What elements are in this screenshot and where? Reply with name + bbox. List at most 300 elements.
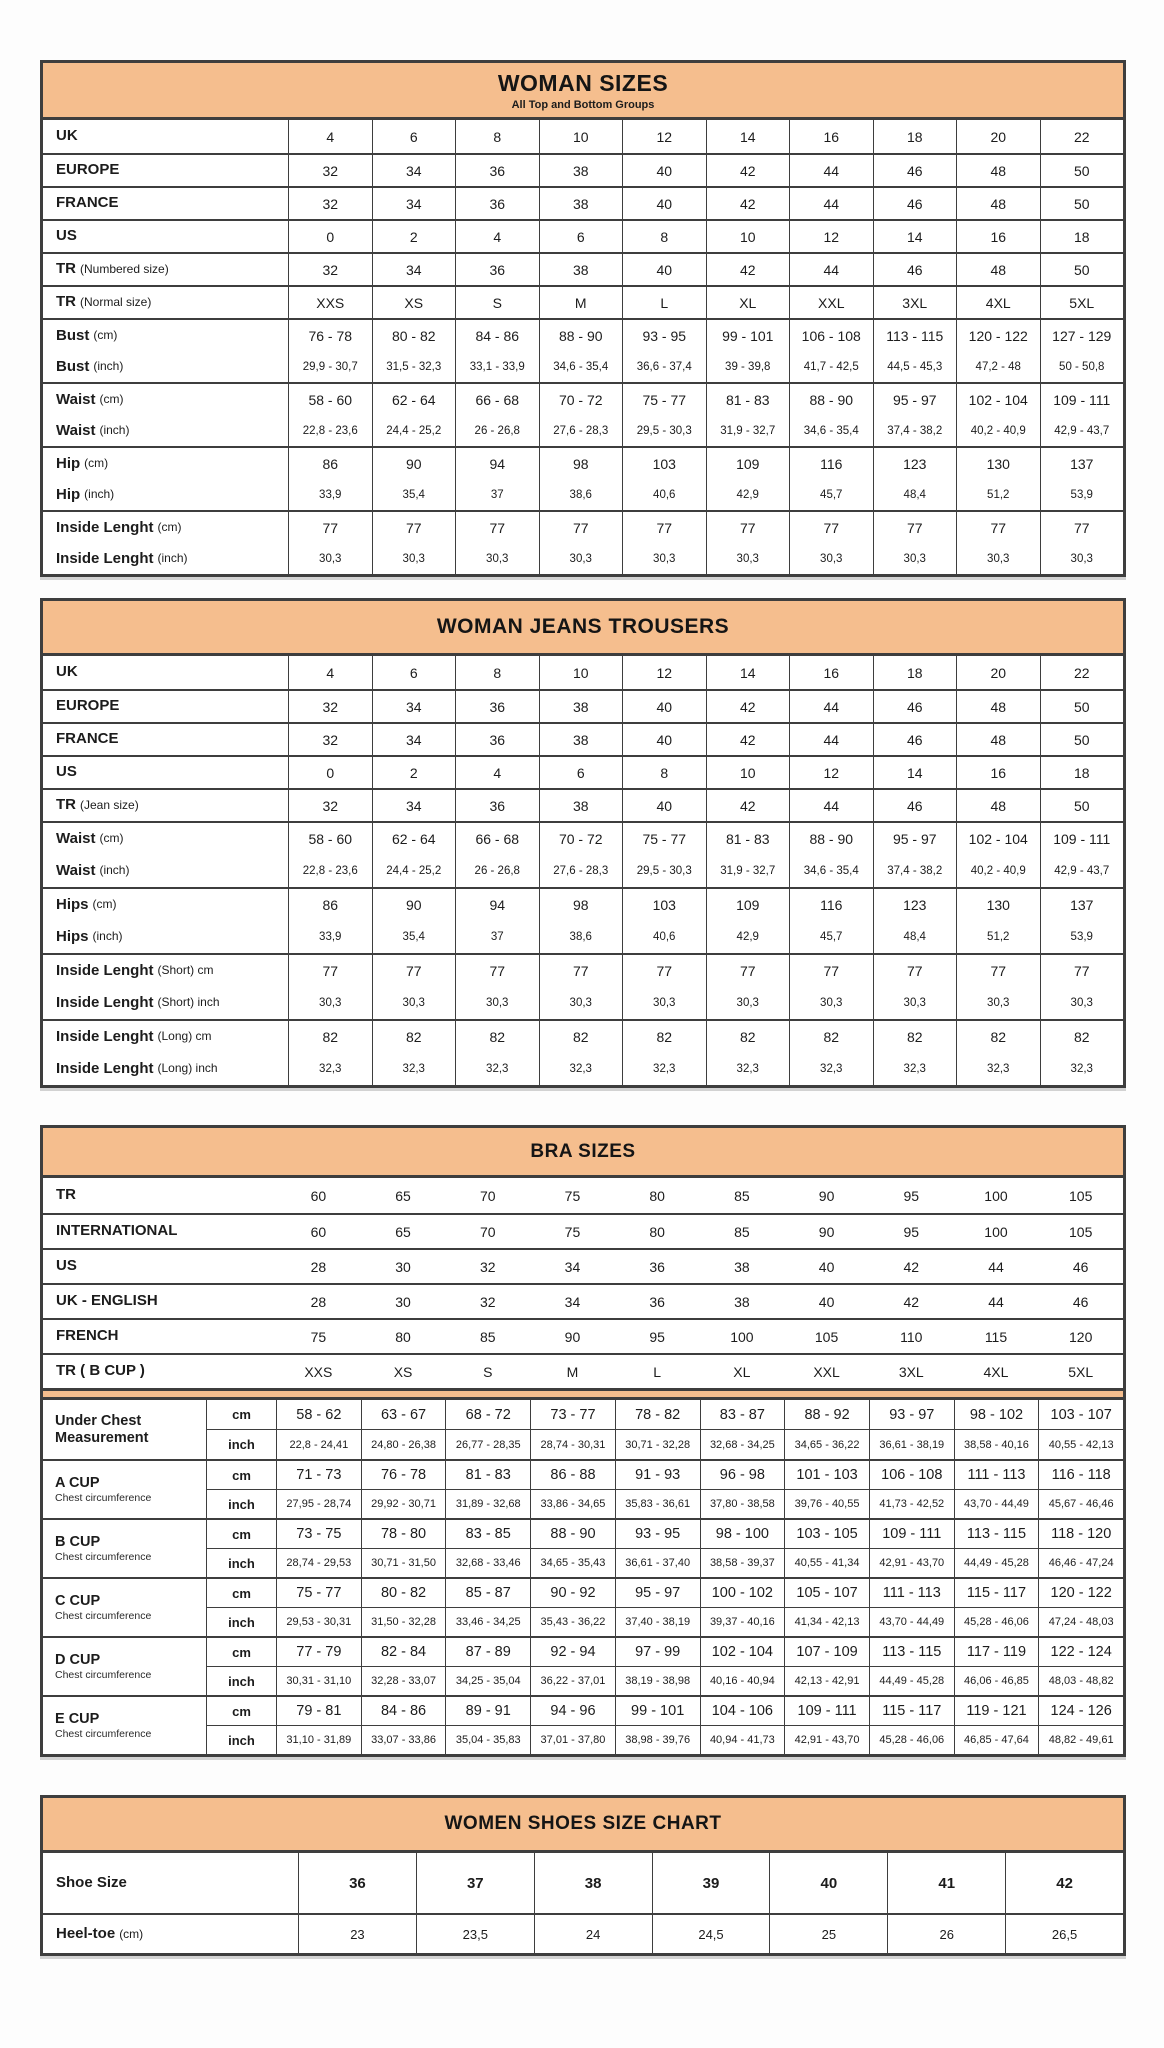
row-label-line (56, 1362, 276, 1380)
inch-value: 45,7 (820, 488, 843, 501)
row-label-line (56, 987, 288, 1019)
row-label (43, 287, 288, 318)
cell-value (789, 448, 873, 510)
table-title: WOMAN SIZES (497, 69, 669, 96)
cell-value: 36 (455, 155, 539, 186)
cell-value: 6 (372, 656, 456, 689)
cell-value: 115 - 117 (954, 1579, 1039, 1607)
table-header (43, 1798, 1123, 1853)
inch-row (206, 1429, 1123, 1459)
inch-value: 31,9 - 32,7 (720, 424, 776, 437)
table-row (43, 510, 1123, 574)
cell-value: 122 - 124 (1038, 1638, 1123, 1666)
unit-label: inch (206, 1490, 276, 1518)
unit-label: cm (206, 1400, 276, 1429)
table-row (43, 1853, 1123, 1913)
inch-value: 42,9 (736, 488, 759, 501)
group-values (206, 1579, 1123, 1636)
cell-value: 5XL (1040, 287, 1124, 318)
cell-value: 48 (956, 188, 1040, 219)
cell-value: 101 - 103 (784, 1461, 869, 1489)
cell-value (288, 1021, 372, 1085)
inch-value: 32,3 (569, 1063, 592, 1075)
row-label-text: Shoe Size (56, 1873, 127, 1891)
cm-value: 77 (572, 519, 589, 536)
cell-value (288, 955, 372, 1019)
table-row (43, 1019, 1123, 1085)
cm-value: 76 - 78 (308, 327, 353, 344)
table-row (43, 1283, 1123, 1318)
bra-size-table (40, 1125, 1126, 1757)
inch-value: 30,3 (1070, 552, 1093, 565)
table-row (43, 821, 1123, 887)
row-label-text: UK (56, 127, 78, 145)
inch-value: 30,3 (653, 997, 676, 1009)
cell-value: 32 (288, 790, 372, 821)
row-label (43, 448, 288, 510)
cm-value: 66 - 68 (475, 391, 520, 408)
cell-value: 63 - 67 (361, 1400, 446, 1429)
row-label-line (56, 697, 288, 715)
inch-value: 51,2 (987, 488, 1010, 501)
cell-value: 78 - 82 (615, 1400, 700, 1429)
inch-value: 32,3 (653, 1063, 676, 1075)
cell-value: 36 (455, 790, 539, 821)
row-label-line (56, 194, 288, 212)
cell-value: 40 (622, 691, 706, 722)
inch-value: 27,6 - 28,3 (553, 424, 609, 437)
cm-value: 66 - 68 (475, 831, 520, 847)
cell-value: 44 (789, 790, 873, 821)
row-label (43, 1215, 276, 1248)
cell-value (288, 512, 372, 574)
cell-value: 100 (730, 1328, 754, 1345)
row-label-text: C CUP (55, 1592, 101, 1609)
cell-value: 20 (956, 120, 1040, 153)
cell-value: 14 (706, 120, 790, 153)
cell-value: 42 (1005, 1853, 1123, 1913)
cm-value: 137 (1070, 455, 1094, 472)
cell-value: 104 - 106 (700, 1697, 785, 1725)
cell-value: 6 (372, 120, 456, 153)
cell-value (1040, 889, 1124, 953)
cell-value: 95 (903, 1187, 920, 1204)
row-label-text: TR (56, 1186, 76, 1204)
cell-value: 16 (956, 757, 1040, 788)
inch-value: 22,8 - 23,6 (302, 865, 358, 877)
cell-value (622, 889, 706, 953)
cell-value: 110 (900, 1328, 923, 1345)
cell-value: 32 (479, 1258, 496, 1275)
cell-value: 83 - 87 (700, 1400, 785, 1429)
row-label-text: EUROPE (56, 161, 120, 179)
cell-value: 113 - 115 (869, 1638, 954, 1666)
cm-value: 116 (820, 455, 843, 472)
cell-value (539, 448, 623, 510)
cell-value: 44 (988, 1293, 1004, 1310)
cell-value: 40 (769, 1853, 887, 1913)
cell-value: 34 (564, 1293, 581, 1310)
row-label (43, 656, 288, 689)
cell-value: 4 (455, 757, 539, 788)
cell-value: 37 (416, 1853, 534, 1913)
row-label-text: Waist (56, 421, 96, 439)
inch-value: 30,3 (402, 552, 425, 565)
cell-value: 32 (288, 724, 372, 755)
cell-value: 105 - 107 (784, 1579, 869, 1607)
cell-value: 38 (539, 691, 623, 722)
row-label-text: TR (56, 293, 76, 311)
cell-value: 26,77 - 28,35 (445, 1430, 530, 1459)
cell-value (622, 512, 706, 574)
cell-value: XXS (304, 1363, 333, 1380)
cell-value (1040, 955, 1124, 1019)
row-label-subtext: Chest circumference (55, 1728, 152, 1741)
cell-value: XL (706, 287, 790, 318)
cm-value: 82 (1073, 1029, 1090, 1045)
cell-value: 32,28 - 33,07 (361, 1667, 446, 1695)
cell-value: 79 - 81 (276, 1697, 361, 1725)
cell-value (873, 889, 957, 953)
inch-value: 51,2 (987, 931, 1010, 943)
cell-value: 4XL (956, 287, 1040, 318)
cell-value: 80 - 82 (361, 1579, 446, 1607)
cell-value (372, 889, 456, 953)
cell-value: M (566, 1363, 579, 1380)
cell-value: 10 (706, 221, 790, 252)
cell-value: 39,76 - 40,55 (784, 1490, 869, 1518)
cm-row (206, 1638, 1123, 1666)
cell-value: 84 - 86 (361, 1697, 446, 1725)
cell-value (288, 320, 372, 382)
row-label (43, 1638, 206, 1695)
inch-value: 30,3 (486, 552, 509, 565)
inch-value: 42,9 (736, 931, 759, 943)
cell-value: 46 (873, 188, 957, 219)
cell-value (288, 823, 372, 887)
cell-value: XL (733, 1363, 751, 1380)
cm-value: 109 (736, 897, 760, 913)
row-label (43, 1400, 206, 1459)
cell-value: 75 (564, 1223, 581, 1240)
inch-value: 40,2 - 40,9 (970, 865, 1026, 877)
cell-value: 30,71 - 32,28 (615, 1430, 700, 1459)
cm-value: 81 - 83 (725, 831, 770, 847)
cell-value: 42 (706, 254, 790, 285)
row-label-text: Waist (56, 830, 96, 848)
cm-value: 113 - 115 (886, 327, 944, 344)
cell-value: 18 (1040, 221, 1124, 252)
table-row (43, 1695, 1123, 1754)
cell-value: 42 (903, 1293, 920, 1310)
inch-value: 26 - 26,8 (474, 865, 520, 877)
cell-value: 48 (956, 790, 1040, 821)
row-label-line (56, 415, 288, 446)
cell-value: XS (372, 287, 456, 318)
cell-value (372, 1021, 456, 1085)
cell-value (956, 384, 1040, 446)
cm-value: 102 - 104 (968, 831, 1028, 847)
cell-value: 70 (479, 1187, 496, 1204)
inch-value: 22,8 - 23,6 (302, 424, 358, 437)
row-label (43, 823, 288, 887)
row-label (43, 1697, 206, 1754)
cell-value: 36 (455, 188, 539, 219)
cm-value: 84 - 86 (475, 327, 520, 344)
cell-value: 96 - 98 (700, 1461, 785, 1489)
cm-value: 82 (739, 1029, 756, 1045)
cm-value: 94 (489, 897, 506, 913)
cell-value: 34 (372, 188, 456, 219)
cell-value: 32,68 - 33,46 (445, 1549, 530, 1577)
cell-value: 24,80 - 26,38 (361, 1430, 446, 1459)
cell-value: 38 (539, 155, 623, 186)
cm-value: 77 (823, 519, 840, 536)
inch-value: 40,6 (653, 931, 676, 943)
cell-value: 50 (1040, 155, 1124, 186)
cell-value: 32 (288, 188, 372, 219)
unit-label: cm (206, 1461, 276, 1489)
cell-value: 36 (455, 691, 539, 722)
cm-value: 77 (823, 963, 840, 979)
row-label-text: Inside Lenght (56, 962, 154, 980)
cell-value: M (539, 287, 623, 318)
row-label (43, 691, 288, 722)
cell-value: 105 (1069, 1187, 1093, 1204)
cell-value: 6 (539, 221, 623, 252)
cell-value: 8 (455, 120, 539, 153)
cell-value: 102 - 104 (700, 1638, 785, 1666)
cell-value: 38 (734, 1293, 750, 1310)
row-label-text: Bust (56, 326, 90, 344)
cell-value: 43,70 - 44,49 (869, 1608, 954, 1636)
row-label-text: Inside Lenght (56, 518, 154, 536)
cell-value (873, 955, 957, 1019)
row-label (43, 254, 288, 285)
cell-value (288, 889, 372, 953)
cell-value: 37,40 - 38,19 (615, 1608, 700, 1636)
cell-value (539, 320, 623, 382)
cell-value (873, 823, 957, 887)
table-header (43, 63, 1123, 120)
cell-value: 12 (622, 120, 706, 153)
cell-value: 44 (988, 1258, 1004, 1275)
cell-value (455, 823, 539, 887)
table-title: BRA SIZES (530, 1140, 636, 1162)
cell-value: 30,31 - 31,10 (276, 1667, 361, 1695)
cell-value (956, 889, 1040, 953)
inch-value: 31,9 - 32,7 (720, 865, 776, 877)
row-label-note: (cm) (93, 327, 118, 342)
cell-value (1040, 320, 1124, 382)
inch-value: 32,3 (987, 1063, 1010, 1075)
cell-value: 4XL (983, 1363, 1009, 1380)
cell-value (789, 823, 873, 887)
inch-value: 30,3 (987, 552, 1010, 565)
inch-value: 32,3 (903, 1063, 926, 1075)
inch-value: 24,4 - 25,2 (386, 865, 442, 877)
cell-value: 83 - 85 (445, 1520, 530, 1548)
cm-value: 95 - 97 (892, 831, 937, 847)
inch-value: 30,3 (319, 552, 342, 565)
cell-value: 34,25 - 35,04 (445, 1667, 530, 1695)
cell-value: 38 (539, 188, 623, 219)
inch-value: 53,9 (1070, 931, 1093, 943)
cell-value: 23,5 (416, 1915, 534, 1953)
row-label (43, 1285, 276, 1318)
cm-value: 82 (572, 1029, 589, 1045)
cell-value: 28,74 - 29,53 (276, 1549, 361, 1577)
cell-value: 29,92 - 30,71 (361, 1490, 446, 1518)
cell-value (873, 320, 957, 382)
row-label-line (56, 260, 288, 278)
cm-value: 130 (986, 897, 1010, 913)
row-label-text: FRANCE (56, 194, 119, 212)
cell-value: 120 (1069, 1328, 1093, 1345)
row-label-line (56, 663, 288, 681)
row-label (43, 221, 288, 252)
inch-row (206, 1666, 1123, 1695)
row-label-line (56, 320, 288, 351)
cell-value: 50 (1040, 188, 1124, 219)
row-label (43, 757, 288, 788)
cell-value: 18 (873, 120, 957, 153)
cell-value: 42 (706, 790, 790, 821)
cell-value: 40 (818, 1293, 835, 1310)
cell-value: 44 (789, 188, 873, 219)
cell-value: L (653, 1363, 662, 1380)
cell-value: 28 (310, 1258, 327, 1275)
row-label-text: UK - ENGLISH (56, 1292, 158, 1310)
cell-value: 37,01 - 37,80 (530, 1726, 615, 1754)
cell-value: 0 (288, 221, 372, 252)
cell-value: 24,5 (652, 1915, 770, 1953)
cell-value: 78 - 80 (361, 1520, 446, 1548)
cm-value: 77 (990, 519, 1007, 536)
cell-value: 30 (395, 1258, 411, 1275)
row-label-text: D CUP (55, 1651, 101, 1668)
inch-value: 27,6 - 28,3 (553, 865, 609, 877)
table-row (43, 953, 1123, 1019)
cm-value: 95 - 97 (892, 391, 937, 408)
cm-value: 82 (906, 1029, 923, 1045)
cell-value: 31,50 - 32,28 (361, 1608, 446, 1636)
row-label (43, 1461, 206, 1518)
cell-value: 32 (288, 155, 372, 186)
jeans-size-table (40, 598, 1126, 1088)
inch-value: 34,6 - 35,4 (803, 424, 859, 437)
inch-value: 33,9 (319, 931, 342, 943)
cell-value: 88 - 92 (784, 1400, 869, 1429)
cell-value: 34 (564, 1258, 581, 1275)
cell-value (956, 448, 1040, 510)
row-label-line (56, 1925, 298, 1943)
row-label-line (56, 1874, 298, 1892)
inch-value: 33,9 (319, 488, 342, 501)
row-label-line (56, 384, 288, 415)
cm-value: 93 - 95 (642, 327, 687, 344)
cell-value (622, 320, 706, 382)
cell-value: 46,85 - 47,64 (954, 1726, 1039, 1754)
cell-value: 36 (649, 1293, 665, 1310)
cm-value: 81 - 83 (725, 391, 770, 408)
cm-value: 77 (906, 963, 923, 979)
cell-value: 28 (310, 1293, 327, 1310)
cell-value: 105 (814, 1328, 839, 1345)
row-label-line (56, 796, 288, 814)
cell-value: 30,71 - 31,50 (361, 1549, 446, 1577)
inch-value: 37 (490, 931, 504, 943)
cell-value: 22 (1040, 656, 1124, 689)
row-label (43, 724, 288, 755)
cell-value: 115 (984, 1328, 1008, 1345)
cm-value: 77 (906, 519, 923, 536)
cm-value: 90 (405, 897, 422, 913)
table-row (43, 1353, 1123, 1388)
inch-value: 30,3 (736, 997, 759, 1009)
inch-value: 42,9 - 43,7 (1054, 424, 1110, 437)
cell-value: 41,73 - 42,52 (869, 1490, 954, 1518)
cell-value (372, 384, 456, 446)
cm-value: 109 (736, 455, 760, 472)
row-label-line (56, 227, 288, 245)
cell-value (1040, 384, 1124, 446)
row-label-subtext: Chest circumference (55, 1610, 152, 1623)
cell-value: 46 (873, 691, 957, 722)
row-label-line (56, 1257, 276, 1275)
cm-value: 70 - 72 (558, 831, 603, 847)
cm-value: 123 (903, 455, 927, 472)
inch-value: 30,3 (903, 997, 926, 1009)
inch-value: 32,3 (1070, 1063, 1093, 1075)
row-label-subtext: Chest circumference (55, 1551, 152, 1564)
row-label (43, 384, 288, 446)
cm-value: 77 (656, 519, 673, 536)
row-label-note: (inch) (157, 550, 188, 565)
inch-value: 34,6 - 35,4 (553, 360, 609, 373)
row-label (43, 1853, 298, 1913)
cell-value: 94 - 96 (530, 1697, 615, 1725)
cell-value: 35,43 - 36,22 (530, 1608, 615, 1636)
cell-value: 113 - 115 (954, 1520, 1039, 1548)
cell-value (956, 955, 1040, 1019)
row-label (43, 1579, 206, 1636)
cell-value: XXS (288, 287, 372, 318)
cell-value: 44 (789, 724, 873, 755)
cell-value: 34 (372, 691, 456, 722)
cell-value: 40 (622, 790, 706, 821)
row-label-text: Waist (56, 862, 96, 880)
cell-value: 0 (288, 757, 372, 788)
row-label-note: (inch) (99, 863, 130, 878)
inch-row (206, 1548, 1123, 1577)
inch-value: 32,3 (402, 1063, 425, 1075)
table-row (43, 1400, 1123, 1459)
cell-value: 99 - 101 (615, 1697, 700, 1725)
cm-value: 99 - 101 (722, 327, 774, 344)
row-label-text: Bust (56, 357, 90, 375)
cell-value: 60 (310, 1223, 327, 1240)
cell-value: 95 (649, 1328, 665, 1345)
inch-value: 48,4 (903, 488, 926, 501)
cell-value (706, 384, 790, 446)
cell-value: XS (393, 1363, 413, 1380)
cell-value: 39,37 - 40,16 (700, 1608, 785, 1636)
inch-value: 30,3 (653, 552, 676, 565)
row-label-line (56, 1053, 288, 1085)
cell-value (288, 384, 372, 446)
cell-value: 36 (649, 1258, 665, 1275)
